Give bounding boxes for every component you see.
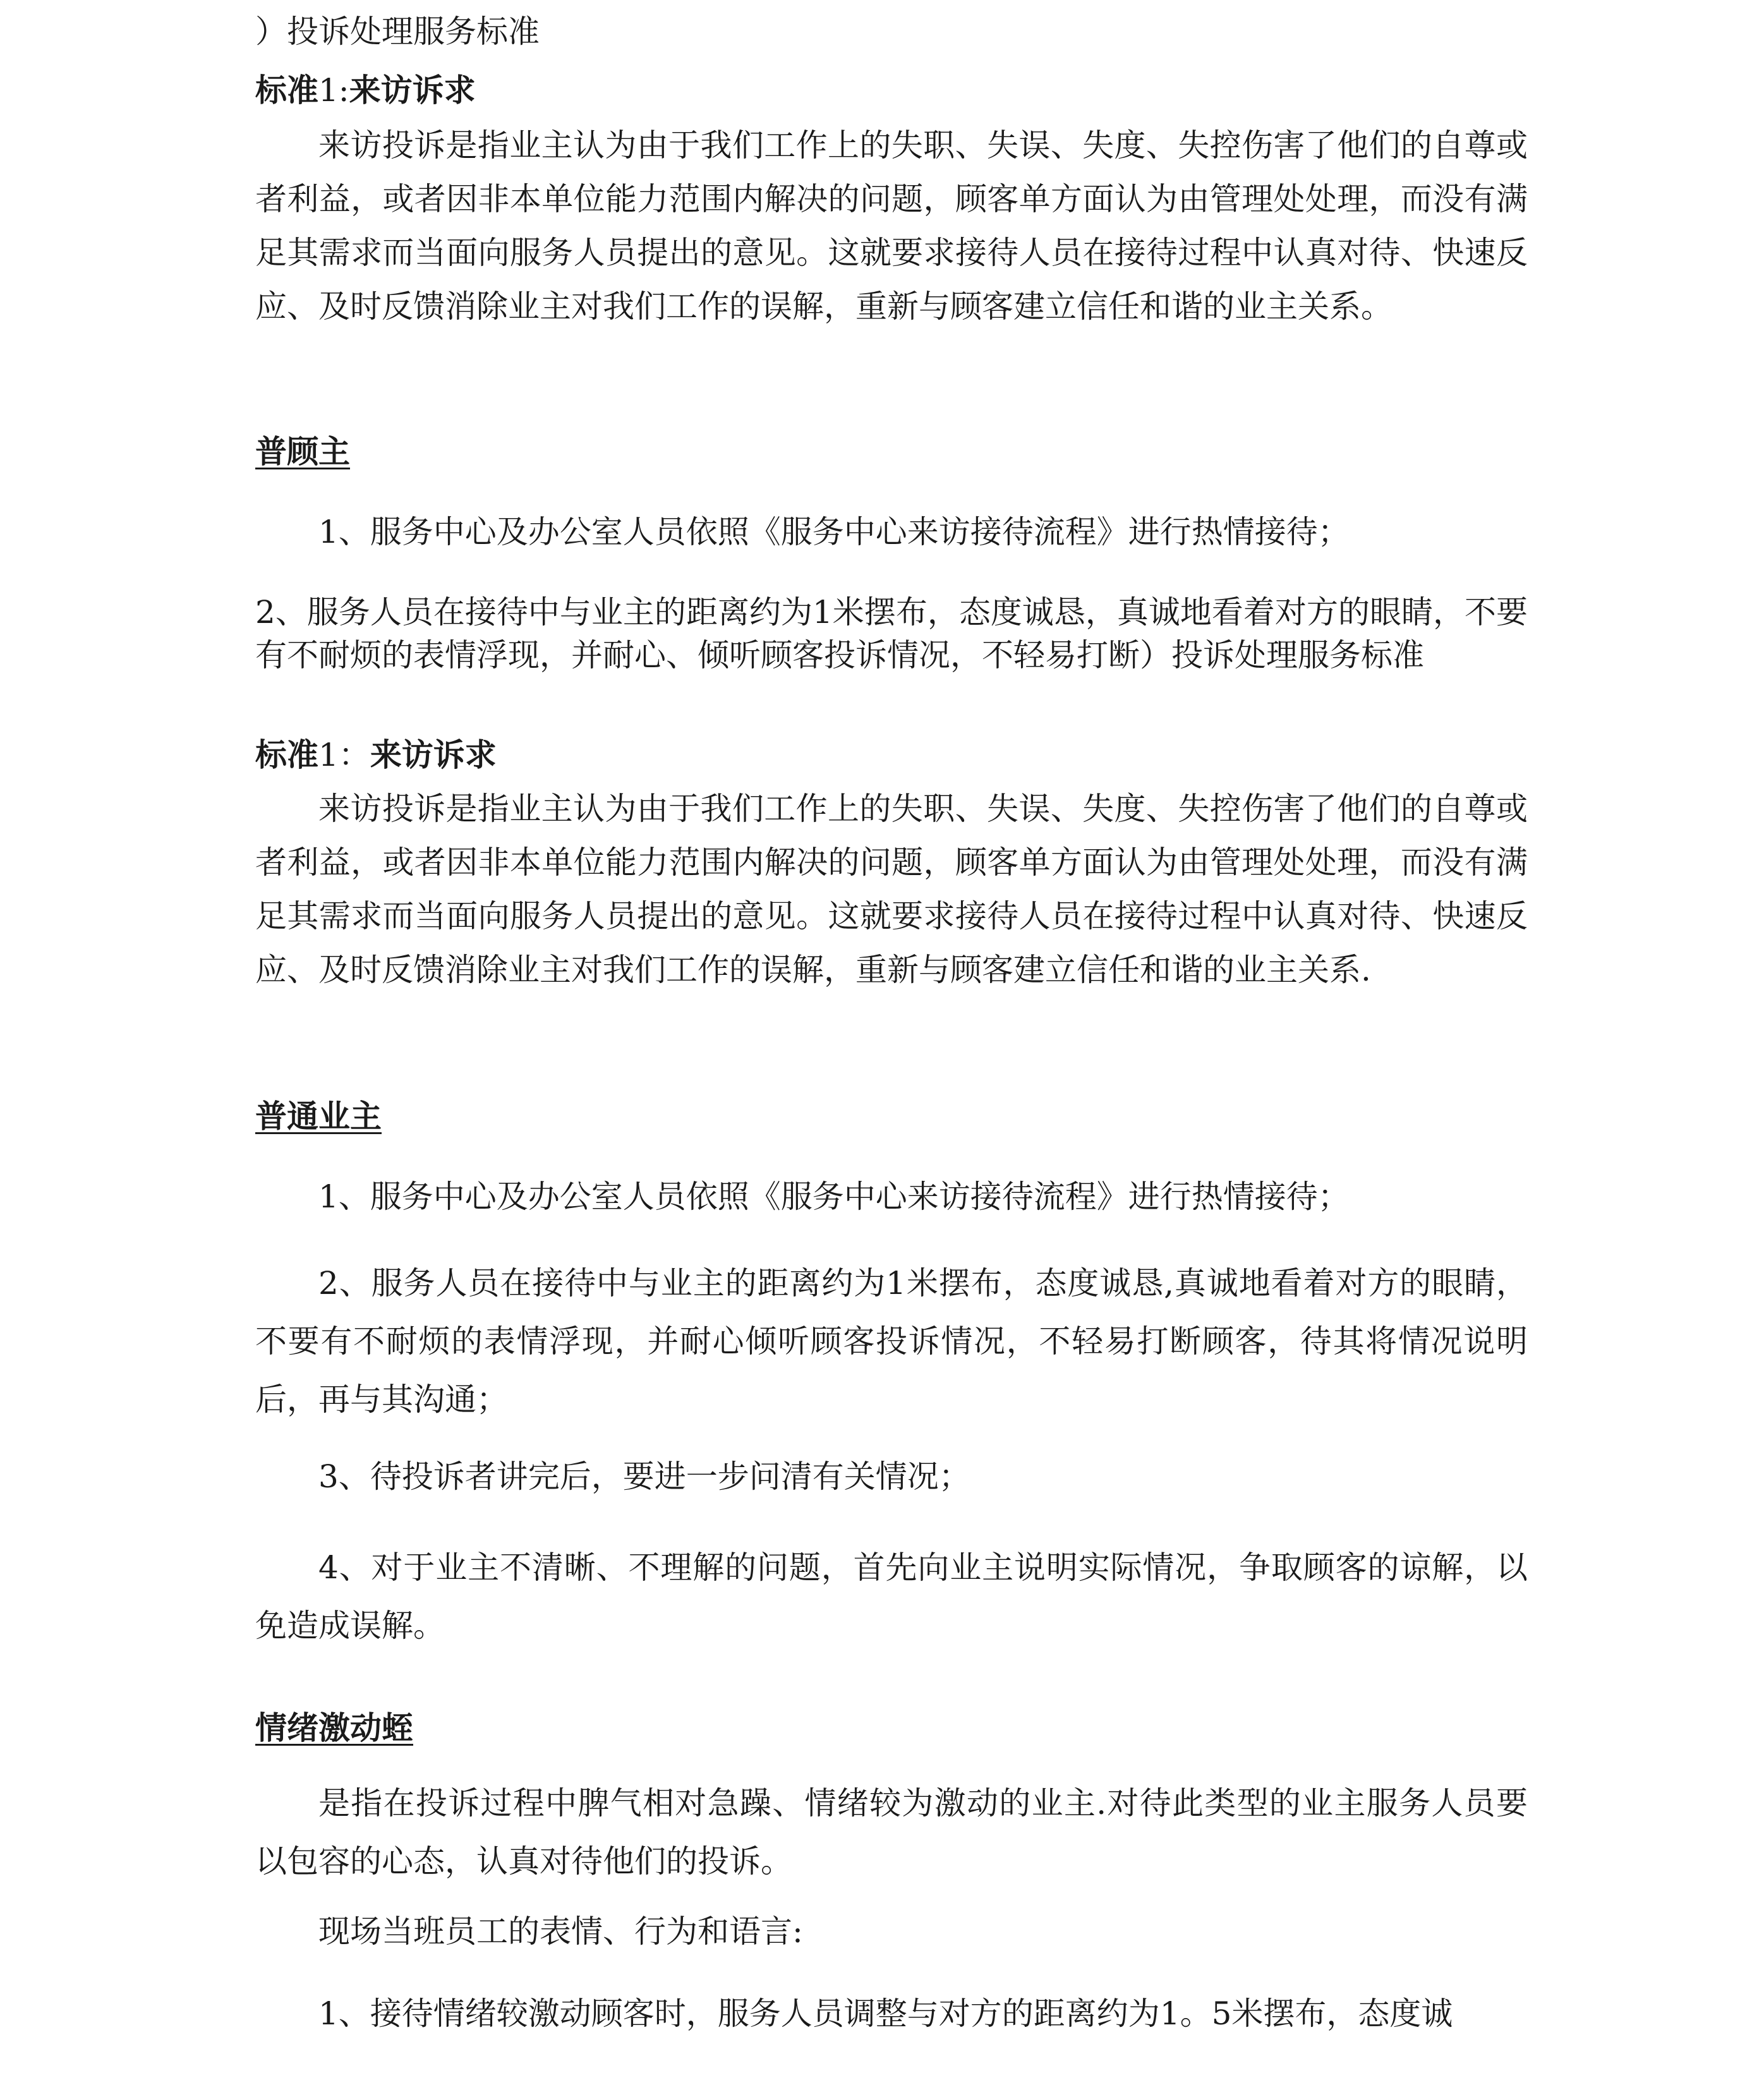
list-item: 1、服务中心及办公室人员依照《服务中心来访接待流程》进行热情接待； [318,1178,1350,1215]
list-item: 1、接待情绪较激动顾客时，服务人员调整与对方的距离约为1。5米摆布，态度诚 [318,1995,1453,2032]
section-1 [255,6,1528,57]
section-5-item-1-block [255,1987,1528,2041]
emotional-owner-heading: 情绪激动蛭 [255,1710,413,1746]
section-5-heading-block [255,1706,1528,1750]
section-4-item-2-block [255,1254,1528,1429]
list-item: 4、对于业主不清晰、不理解的问题，首先向业主说明实际情况，争取顾客的谅解，以免造成误解。 [255,1549,1528,1644]
heading-number: 1: [318,72,349,109]
section-5-subheading-block [255,1905,1528,1959]
heading-text-b: 来访诉求 [349,72,476,109]
staff-conduct-subheading: 现场当班员工的表情、行为和语言: [318,1913,803,1950]
heading-text-b: 来访诉求 [370,737,497,773]
section-2-item-2-block [255,591,1528,677]
owner-type-heading: 普顾主 [255,433,350,470]
list-item: 1、服务中心及办公室人员依照《服务中心来访接待流程》进行热情接待； [318,514,1350,550]
standard-1-heading-repeat [255,733,1528,777]
list-item: 2、服务人员在接待中与业主的距离约为1米摆布，态度诚恳,真诚地看着对方的眼睛，不要有不耐烦的表情浮现，并耐心倾听顾客投诉情况，不轻易打断顾客，待其将情况说明后，再与其沟通； [255,1265,1528,1418]
heading-number: 1： [318,737,370,773]
heading-text-a: 标准 [255,72,318,109]
ordinary-owner-heading: 普通业主 [255,1098,382,1135]
section-4-heading-block [255,1094,1528,1139]
emotional-owner-paragraph: 是指在投诉过程中脾气相对急躁、情绪较为激动的业主.对待此类型的业主服务人员要以包容的心态，认真对待他们的投诉。 [255,1785,1528,1880]
section-4-item-4-block [255,1538,1528,1655]
section-2-item-1-block [255,505,1528,559]
section-5-paragraph-block [255,1774,1528,1890]
standard-1-paragraph: 来访投诉是指业主认为由于我们工作上的失职、失误、失度、失控伤害了他们的自尊或者利益，或者因非本单位能力范围内解决的问题，顾客单方面认为由管理处处理，而没有满足其需求而当面向服务人员提出的意见。这就要求接待人员在接待过程中认真对待、快速反应、及时反馈消除业主对我们工作的误解，重新与顾客建立信任和谐的业主关系。 [255,127,1528,325]
section-title-line: ）投诉处理服务标准 [255,13,540,50]
section-4-item-1-block [255,1170,1528,1224]
standard-1-paragraph-block [255,119,1528,334]
list-item: 2、服务人员在接待中与业主的距离约为1米摆布，态度诚恳，真诚地看着对方的眼睛，不要有不耐烦的表情浮现，并耐心、倾听顾客投诉情况，不轻易打断）投诉处理服务标准 [255,594,1528,674]
standard-1-heading [255,68,1528,112]
heading-text-a: 标准 [255,737,318,773]
section-4-item-3-block [255,1450,1528,1504]
standard-1-paragraph-repeat-block [255,782,1528,997]
standard-1-paragraph-repeat: 来访投诉是指业主认为由于我们工作上的失职、失误、失度、失控伤害了他们的自尊或者利益，或者因非本单位能力范围内解决的问题，顾客单方面认为由管理处处理，而没有满足其需求而当面向服务人员提出的意见。这就要求接待人员在接待过程中认真对待、快速反应、及时反馈消除业主对我们工作的误解，重新与顾客建立信任和谐的业主关系. [255,790,1528,988]
section-2-heading-block [255,430,1528,474]
list-item: 3、待投诉者讲完后，要进一步问清有关情况； [318,1458,970,1495]
